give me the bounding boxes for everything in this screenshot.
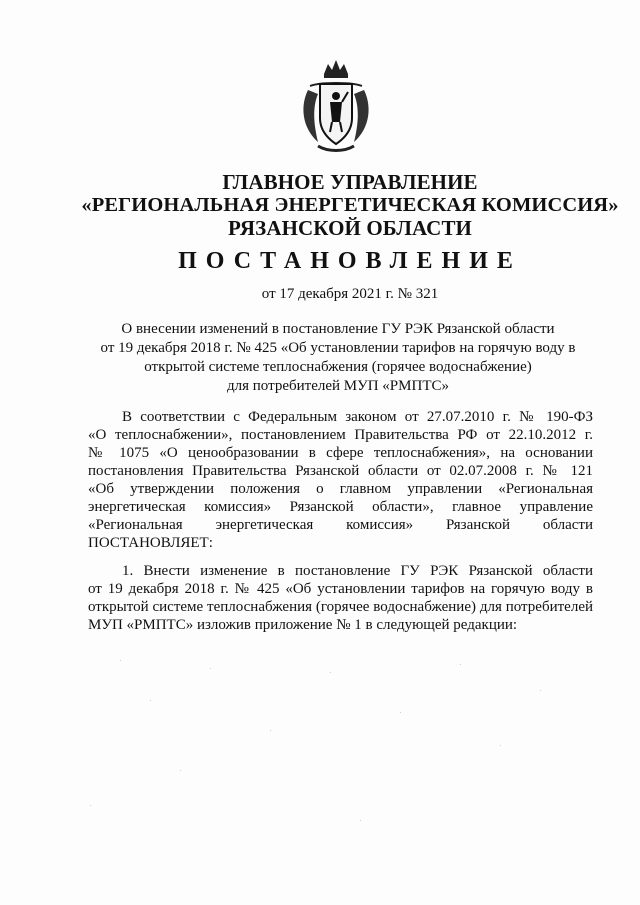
subject-line: от 19 декабря 2018 г. № 425 «Об установлении тарифов на горячую воду в xyxy=(100,340,576,356)
subject-line: открытой системе теплоснабжения (горячее водоснабжение) xyxy=(144,359,532,375)
preamble-line: ПОСТАНОВЛЯЕТ: xyxy=(88,535,213,551)
item-line: 1. Внести изменение в постановление ГУ РЭК Рязанской области xyxy=(122,563,593,579)
item-1-paragraph xyxy=(88,562,593,634)
document-subject xyxy=(78,320,598,396)
preamble-line: «Региональная энергетическая комиссия» Рязанской области xyxy=(88,517,593,533)
preamble-line: постановления Правительства Рязанской области от 02.07.2008 г. № 121 xyxy=(88,463,593,479)
organization-name-line-1: ГЛАВНОЕ УПРАВЛЕНИЕ xyxy=(222,170,478,194)
preamble-line: энергетическая комиссия» Рязанской области», главное управление xyxy=(88,499,593,515)
coat-of-arms-icon xyxy=(294,56,378,156)
document-type-title: ПОСТАНОВЛЕНИЕ xyxy=(178,248,522,274)
subject-line: для потребителей МУП «РМПТС» xyxy=(226,378,449,394)
preamble-line: «Об утверждении положения о главном управлении «Региональная xyxy=(88,481,593,497)
document-date-number: от 17 декабря 2021 г. № 321 xyxy=(261,286,439,302)
preamble-line: «О теплоснабжении», постановлением Правительства РФ от 22.10.2012 г. xyxy=(88,427,593,443)
item-line: открытой системе теплоснабжения (горячее водоснабжение) для потребителей xyxy=(88,599,593,615)
organization-name-line-2: «РЕГИОНАЛЬНАЯ ЭНЕРГЕТИЧЕСКАЯ КОМИССИЯ» xyxy=(81,194,619,216)
preamble-line: № 1075 «О ценообразовании в сфере теплоснабжения», на основании xyxy=(88,445,593,461)
item-line: от 19 декабря 2018 г. № 425 «Об установлении тарифов на горячую воду в xyxy=(88,581,593,597)
item-line: МУП «РМПТС» изложив приложение № 1 в следующей редакции: xyxy=(88,617,518,633)
subject-line: О внесении изменений в постановление ГУ РЭК Рязанской области xyxy=(121,321,555,337)
organization-name-line-3: РЯЗАНСКОЙ ОБЛАСТИ xyxy=(228,216,472,240)
preamble-line: В соответствии с Федеральным законом от 27.07.2010 г. № 190-ФЗ xyxy=(122,409,593,425)
preamble-paragraph xyxy=(88,408,593,552)
